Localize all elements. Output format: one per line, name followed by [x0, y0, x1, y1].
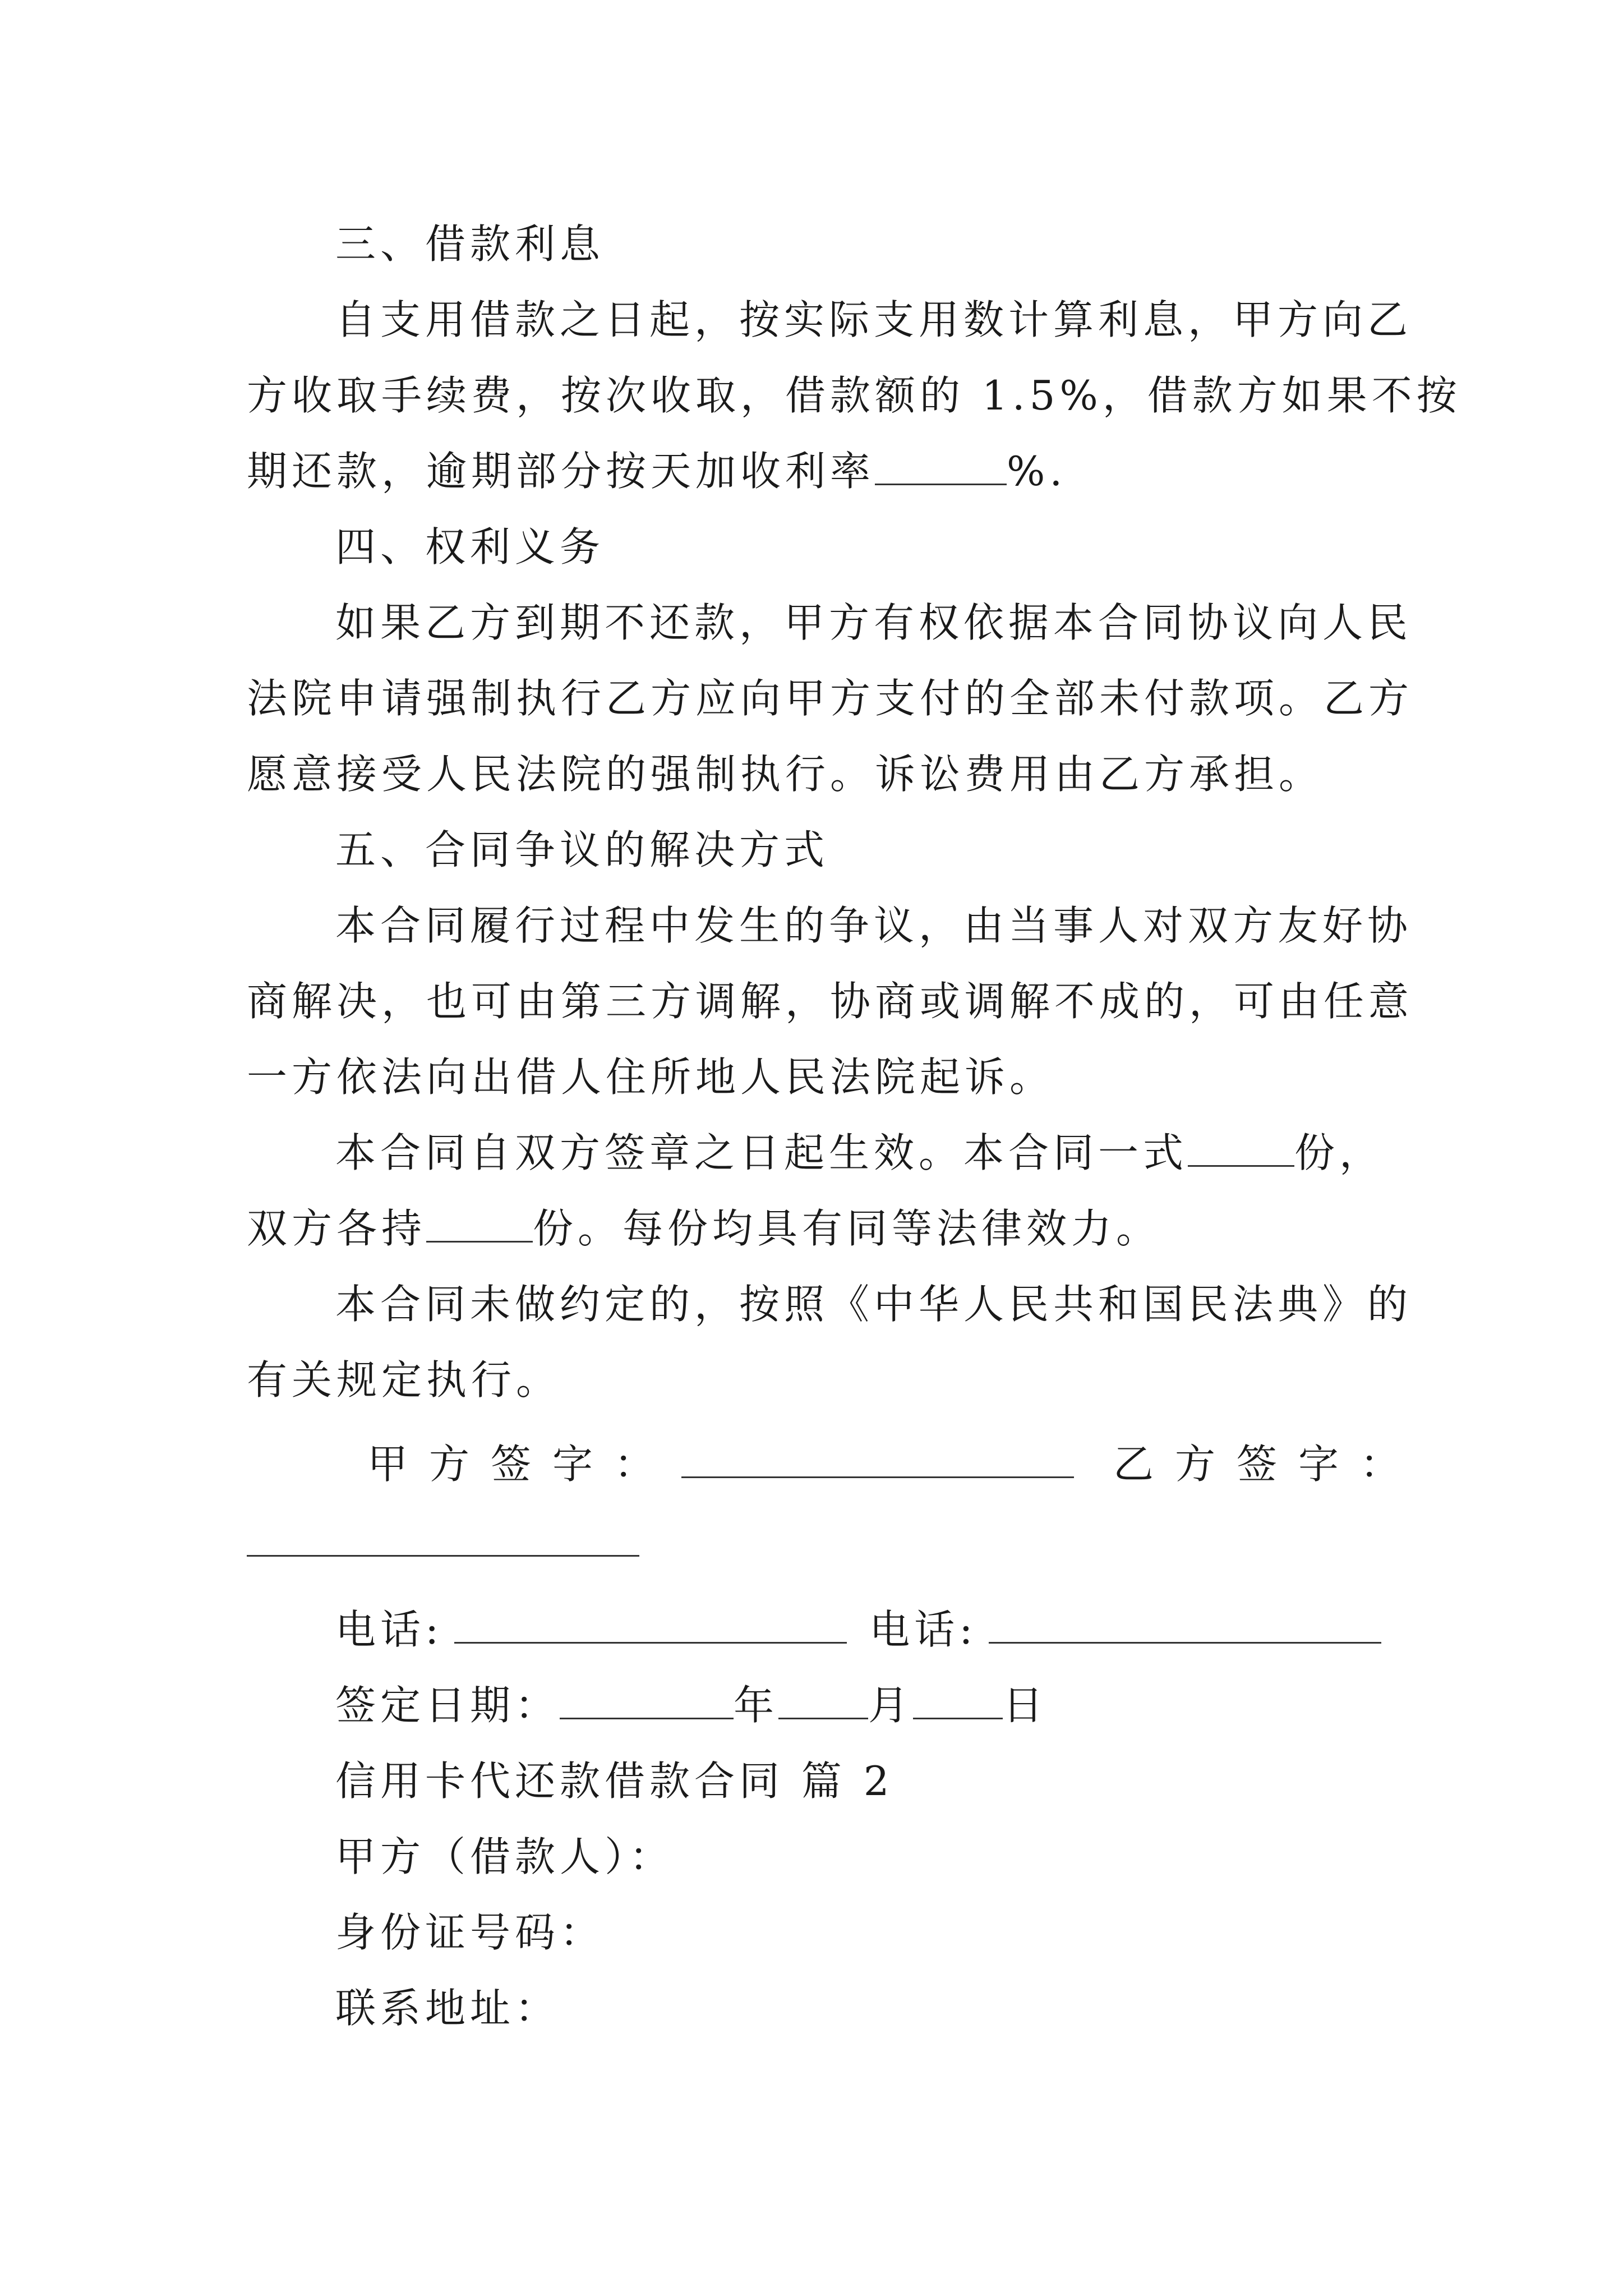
section-4-paragraph-line-3: 愿意接受人民法院的强制执行。诉讼费用由乙方承担。	[247, 751, 1324, 798]
sign-date-label: 签定日期：	[335, 1682, 560, 1729]
law-line-2: 有关规定执行。	[247, 1356, 561, 1404]
phone-a-label: 电话:	[335, 1606, 444, 1653]
day-label: 日	[1003, 1682, 1048, 1729]
section-4-title: 四、权利义务	[335, 523, 605, 570]
sign-date-row	[335, 1677, 1474, 1733]
contract-2-title: 信用卡代还款借款合同 篇 2	[335, 1757, 894, 1805]
year-label: 年	[734, 1682, 779, 1729]
section-4-paragraph-line-1: 如果乙方到期不还款，甲方有权依据本合同协议向人民	[335, 599, 1413, 646]
section-3-title: 三、借款利息	[335, 220, 605, 268]
each-holds-blank	[426, 1206, 533, 1243]
party-b-sign-blank	[247, 1520, 639, 1557]
section-5-paragraph-line-2: 商解决，也可由第三方调解，协商或调解不成的，可由任意	[247, 978, 1414, 1025]
copies-blank	[1188, 1130, 1294, 1167]
id-number-label: 身份证号码：	[335, 1909, 605, 1956]
section-5-title: 五、合同争议的解决方式	[335, 826, 829, 873]
late-rate-text: 期还款，逾期部分按天加收利率	[247, 448, 875, 495]
section-3-paragraph-line-2: 方收取手续费，按次收取，借款额的 1.5%，借款方如果不按	[247, 372, 1461, 419]
each-holds-rest: 份。每份均具有同等法律效力。	[533, 1205, 1161, 1252]
effect-line-1	[335, 1125, 1385, 1181]
phone-a-blank	[454, 1607, 847, 1644]
copies-text: 本合同自双方签章之日起生效。本合同一式	[335, 1129, 1188, 1176]
party-a-sign-blank	[681, 1442, 1074, 1478]
month-blank	[778, 1683, 868, 1719]
section-5-paragraph-line-3: 一方依法向出借人住所地人民法院起诉。	[247, 1053, 1055, 1101]
borrower-label: 甲方（借款人）：	[335, 1833, 675, 1880]
phone-row	[335, 1602, 1385, 1658]
section-4-paragraph-line-2: 法院申请强制执行乙方应向甲方支付的全部未付款项。乙方	[247, 675, 1414, 722]
section-3-paragraph-line-1: 自支用借款之日起，按实际支用数计算利息，甲方向乙	[335, 296, 1413, 343]
day-blank	[913, 1683, 1003, 1719]
phone-b-blank	[989, 1607, 1381, 1644]
party-a-sign-label: 甲方签字：	[367, 1441, 676, 1488]
year-blank	[560, 1683, 734, 1719]
month-label: 月	[868, 1682, 914, 1729]
address-label: 联系地址：	[335, 1985, 560, 2032]
each-holds-text: 双方各持	[247, 1205, 427, 1252]
signature-row	[367, 1436, 1422, 1492]
percent-text: %.	[1007, 448, 1067, 495]
section-5-paragraph-line-1: 本合同履行过程中发生的争议，由当事人对双方友好协	[335, 902, 1413, 949]
copies-unit: 份，	[1294, 1129, 1385, 1176]
section-3-paragraph-line-3	[247, 443, 1385, 499]
effect-line-2	[247, 1200, 1385, 1257]
law-line-1: 本合同未做约定的，按照《中华人民共和国民法典》的	[335, 1281, 1413, 1328]
late-rate-blank	[875, 449, 1007, 485]
party-b-sign-label: 乙方签字：	[1113, 1441, 1422, 1488]
phone-b-label: 电话:	[869, 1606, 978, 1653]
